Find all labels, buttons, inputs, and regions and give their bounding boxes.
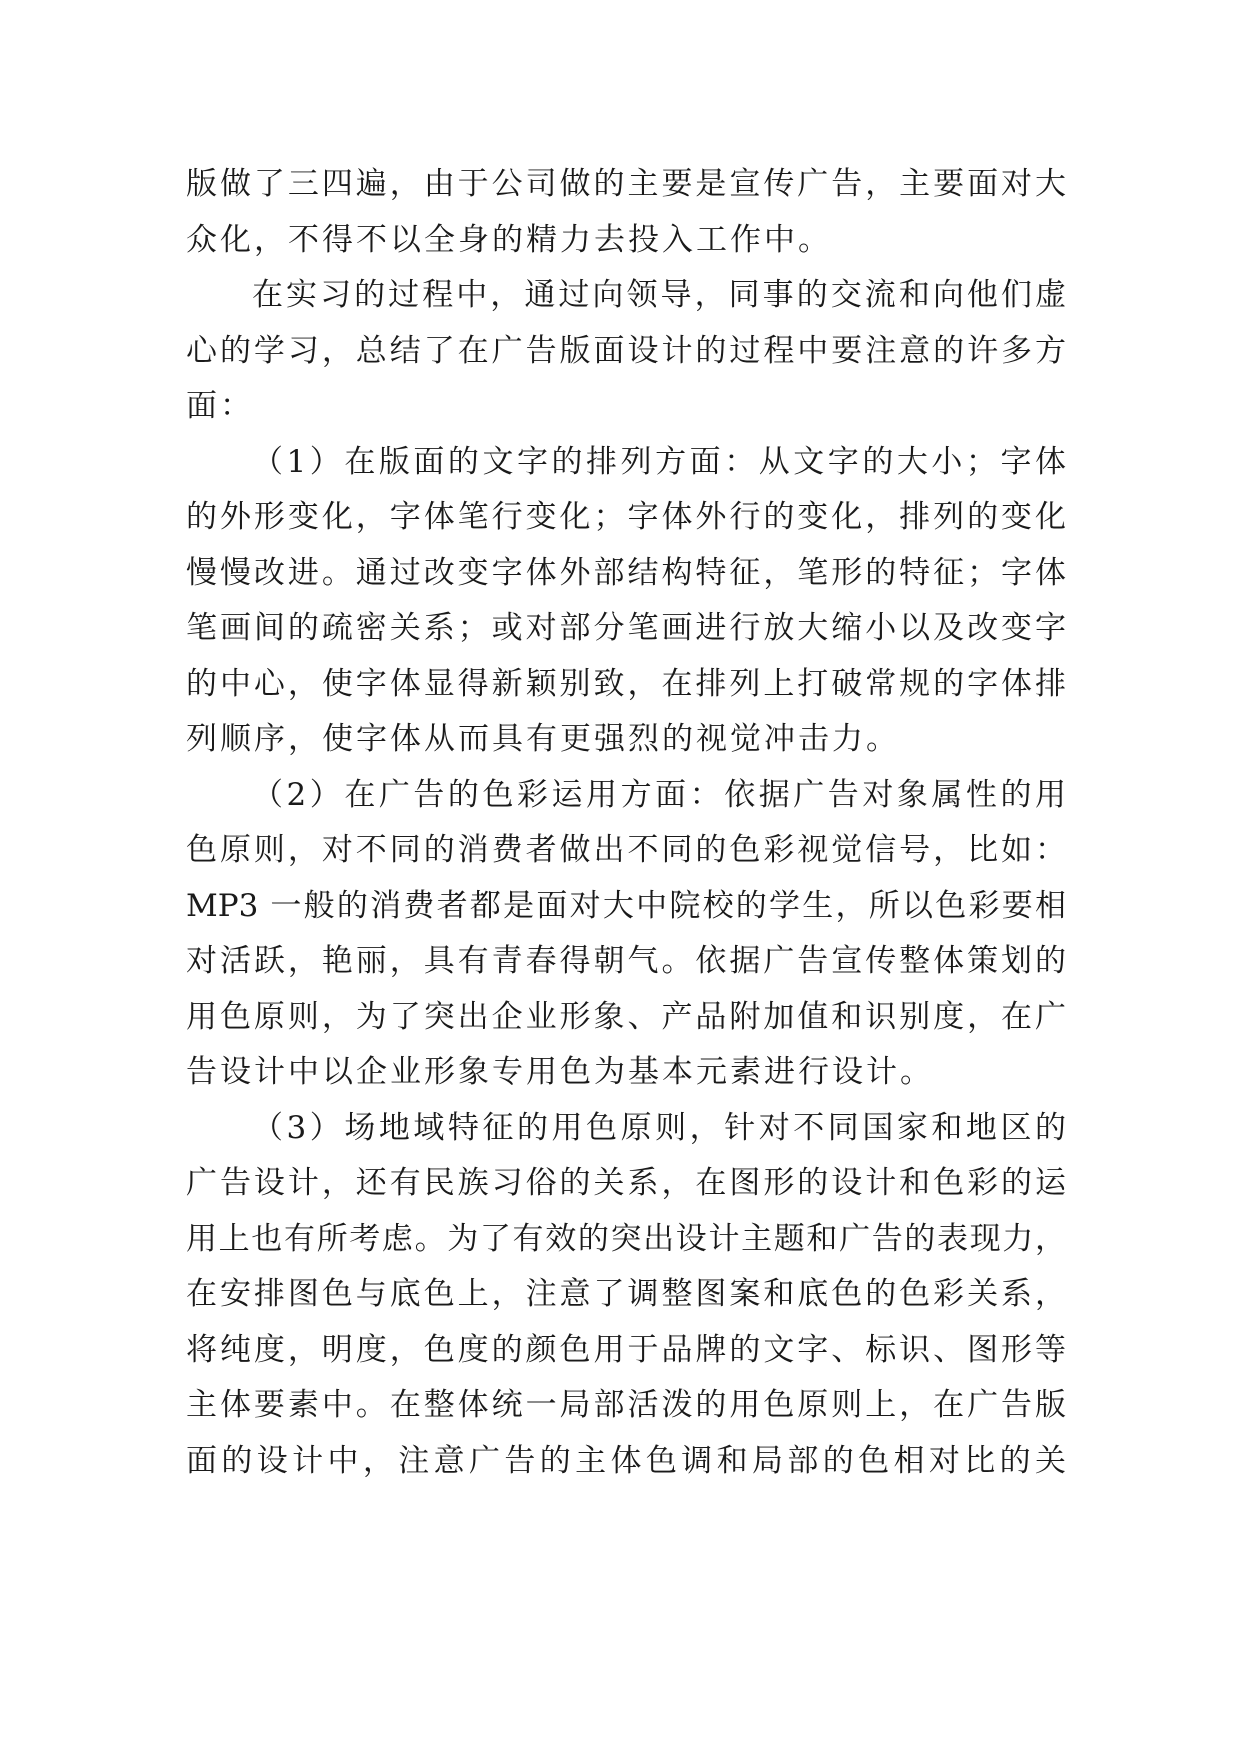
text-line: （2）在广告的色彩运用方面：依据广告对象属性的用 bbox=[252, 776, 1066, 813]
text-line: 在安排图色与底色上，注意了调整图案和底色的色彩关系， bbox=[186, 1276, 1066, 1312]
text-line: 的中心，使字体显得新颖别致，在排列上打破常规的字体排 bbox=[186, 665, 1066, 702]
text-line: 对活跃，艳丽，具有青春得朝气。依据广告宣传整体策划的 bbox=[186, 943, 1066, 979]
text-line: 众化，不得不以全身的精力去投入工作中。 bbox=[186, 221, 832, 258]
text-line: 主体要素中。在整体统一局部活泼的用色原则上，在广告版 bbox=[186, 1387, 1066, 1423]
text-line: 告设计中以企业形象专用色为基本元素进行设计。 bbox=[186, 1054, 934, 1090]
text-line: 笔画间的疏密关系；或对部分笔画进行放大缩小以及改变字 bbox=[186, 610, 1066, 646]
text-line: 广告设计，还有民族习俗的关系，在图形的设计和色彩的运 bbox=[186, 1165, 1066, 1201]
text-line: MP3 一般的消费者都是面对大中院校的学生，所以色彩要相 bbox=[186, 887, 1066, 924]
text-line: 用上也有所考虑。为了有效的突出设计主题和广告的表现力， bbox=[186, 1220, 1066, 1257]
text-line: 色原则，对不同的消费者做出不同的色彩视觉信号，比如： bbox=[186, 832, 1066, 868]
text-line: 版做了三四遍，由于公司做的主要是宣传广告，主要面对大 bbox=[186, 166, 1066, 202]
text-line: （3）场地域特征的用色原则，针对不同国家和地区的 bbox=[252, 1109, 1066, 1146]
text-line: 面： bbox=[186, 388, 254, 424]
text-line: 的外形变化，字体笔行变化；字体外行的变化，排列的变化 bbox=[186, 499, 1066, 535]
text-line: 在实习的过程中，通过向领导，同事的交流和向他们虚 bbox=[252, 277, 1066, 313]
text-line: 将纯度，明度，色度的颜色用于品牌的文字、标识、图形等 bbox=[186, 1331, 1066, 1368]
text-line: 面的设计中，注意广告的主体色调和局部的色相对比的关 bbox=[186, 1442, 1066, 1479]
body-text bbox=[186, 157, 1066, 1489]
text-line: （1）在版面的文字的排列方面：从文字的大小；字体 bbox=[252, 443, 1066, 480]
text-line: 心的学习，总结了在广告版面设计的过程中要注意的许多方 bbox=[186, 332, 1066, 369]
text-line: 列顺序，使字体从而具有更强烈的视觉冲击力。 bbox=[186, 721, 900, 757]
text-line: 用色原则，为了突出企业形象、产品附加值和识别度，在广 bbox=[186, 998, 1066, 1035]
text-line: 慢慢改进。通过改变字体外部结构特征，笔形的特征；字体 bbox=[186, 554, 1066, 591]
